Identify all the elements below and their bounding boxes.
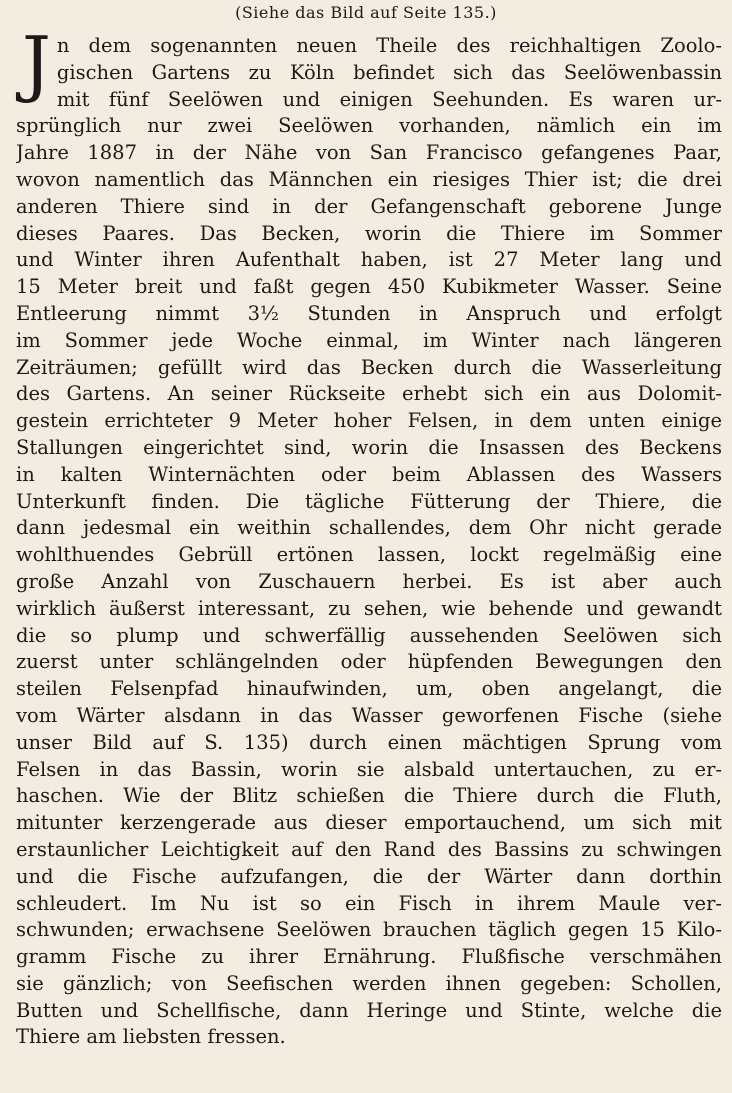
text-line-last: Thiere am liebsten fressen.	[16, 1025, 286, 1049]
text-line: n dem sogenannten neuen Theile des reichhaltigen Zoolo-	[56, 34, 722, 57]
text-line: die so plump und schwerfällig aussehenden Seelöwen sich	[16, 623, 722, 647]
text-line: und die Fische aufzufangen, die der Wärter dann dorthin	[16, 864, 722, 888]
text-line: Felsen in das Bassin, worin sie alsbald untertauchen, zu er-	[16, 757, 722, 781]
text-line: dieses Paares. Das Becken, worin die Thiere im Sommer	[16, 221, 722, 245]
text-line: sie gänzlich; von Seefischen werden ihnen gegeben: Schollen,	[16, 971, 722, 995]
text-line: wirklich äußerst interessant, zu sehen, wie behende und gewandt	[16, 596, 722, 620]
text-line: unser Bild auf S. 135) durch einen mächtigen Sprung vom	[16, 730, 722, 754]
text-line: wovon namentlich das Männchen ein riesiges Thier ist; die drei	[16, 167, 722, 191]
text-line: Butten und Schellfische, dann Heringe und Stinte, welche die	[16, 998, 722, 1022]
text-line: zuerst unter schlängelnden oder hüpfenden Bewegungen den	[16, 650, 722, 674]
text-line: dann jedesmal ein weithin schallendes, dem Ohr nicht gerade	[16, 516, 722, 540]
text-line: Stallungen eingerichtet sind, worin die Insassen des Beckens	[16, 435, 722, 459]
text-line: erstaunlicher Leichtigkeit auf den Rand des Bassins zu schwingen	[16, 837, 722, 861]
text-line: im Sommer jede Woche einmal, im Winter nach längeren	[16, 328, 722, 352]
text-line: große Anzahl von Zuschauern herbei. Es ist aber auch	[16, 569, 722, 593]
text-line: schleudert. Im Nu ist so ein Fisch in ihrem Maule ver-	[16, 891, 722, 915]
text-line: in kalten Winternächten oder beim Ablassen des Wassers	[16, 462, 722, 486]
text-line: mitunter kerzengerade aus dieser emportauchend, um sich mit	[16, 811, 722, 835]
text-line: steilen Felsenpfad hinaufwinden, um, oben angelangt, die	[16, 677, 722, 701]
drop-cap-initial: J	[22, 21, 51, 105]
text-line: Unterkunft finden. Die tägliche Fütterung der Thiere, die	[16, 489, 722, 513]
text-line: des Gartens. An seiner Rückseite erhebt sich ein aus Dolomit-	[16, 382, 722, 406]
text-line: Entleerung nimmt 3½ Stunden in Anspruch und erfolgt	[16, 301, 722, 325]
text-line: 15 Meter breit und faßt gegen 450 Kubikmeter Wasser. Seine	[16, 275, 722, 299]
text-line: wohlthuendes Gebrüll ertönen lassen, lockt regelmäßig eine	[16, 543, 722, 567]
text-line: Jahre 1887 in der Nähe von San Francisco gefangenes Paar,	[16, 141, 722, 165]
text-line: gestein errichteter 9 Meter hoher Felsen, in dem unten einige	[16, 409, 722, 433]
article-body	[16, 21, 722, 1051]
image-reference-caption: (Siehe das Bild auf Seite 135.)	[235, 3, 497, 22]
text-line: vom Wärter alsdann in das Wasser geworfenen Fische (siehe	[16, 703, 722, 727]
text-line: haschen. Wie der Blitz schießen die Thiere durch die Fluth,	[16, 784, 722, 808]
text-line: Zeiträumen; gefüllt wird das Becken durch die Wasserleitung	[16, 355, 722, 379]
text-line: und Winter ihren Aufenthalt haben, ist 27 Meter lang und	[16, 248, 722, 272]
text-line: gischen Gartens zu Köln befindet sich das Seelöwenbassin	[56, 60, 722, 84]
text-line: mit fünf Seelöwen und einigen Seehunden. Es waren ur-	[56, 87, 722, 111]
text-line: gramm Fische zu ihrer Ernährung. Flußfische verschmähen	[16, 945, 722, 969]
text-line: anderen Thiere sind in der Gefangenschaft geborene Junge	[16, 194, 722, 218]
text-line: schwunden; erwachsene Seelöwen brauchen täglich gegen 15 Kilo-	[16, 918, 722, 942]
text-line: sprünglich nur zwei Seelöwen vorhanden, nämlich ein im	[16, 114, 722, 138]
